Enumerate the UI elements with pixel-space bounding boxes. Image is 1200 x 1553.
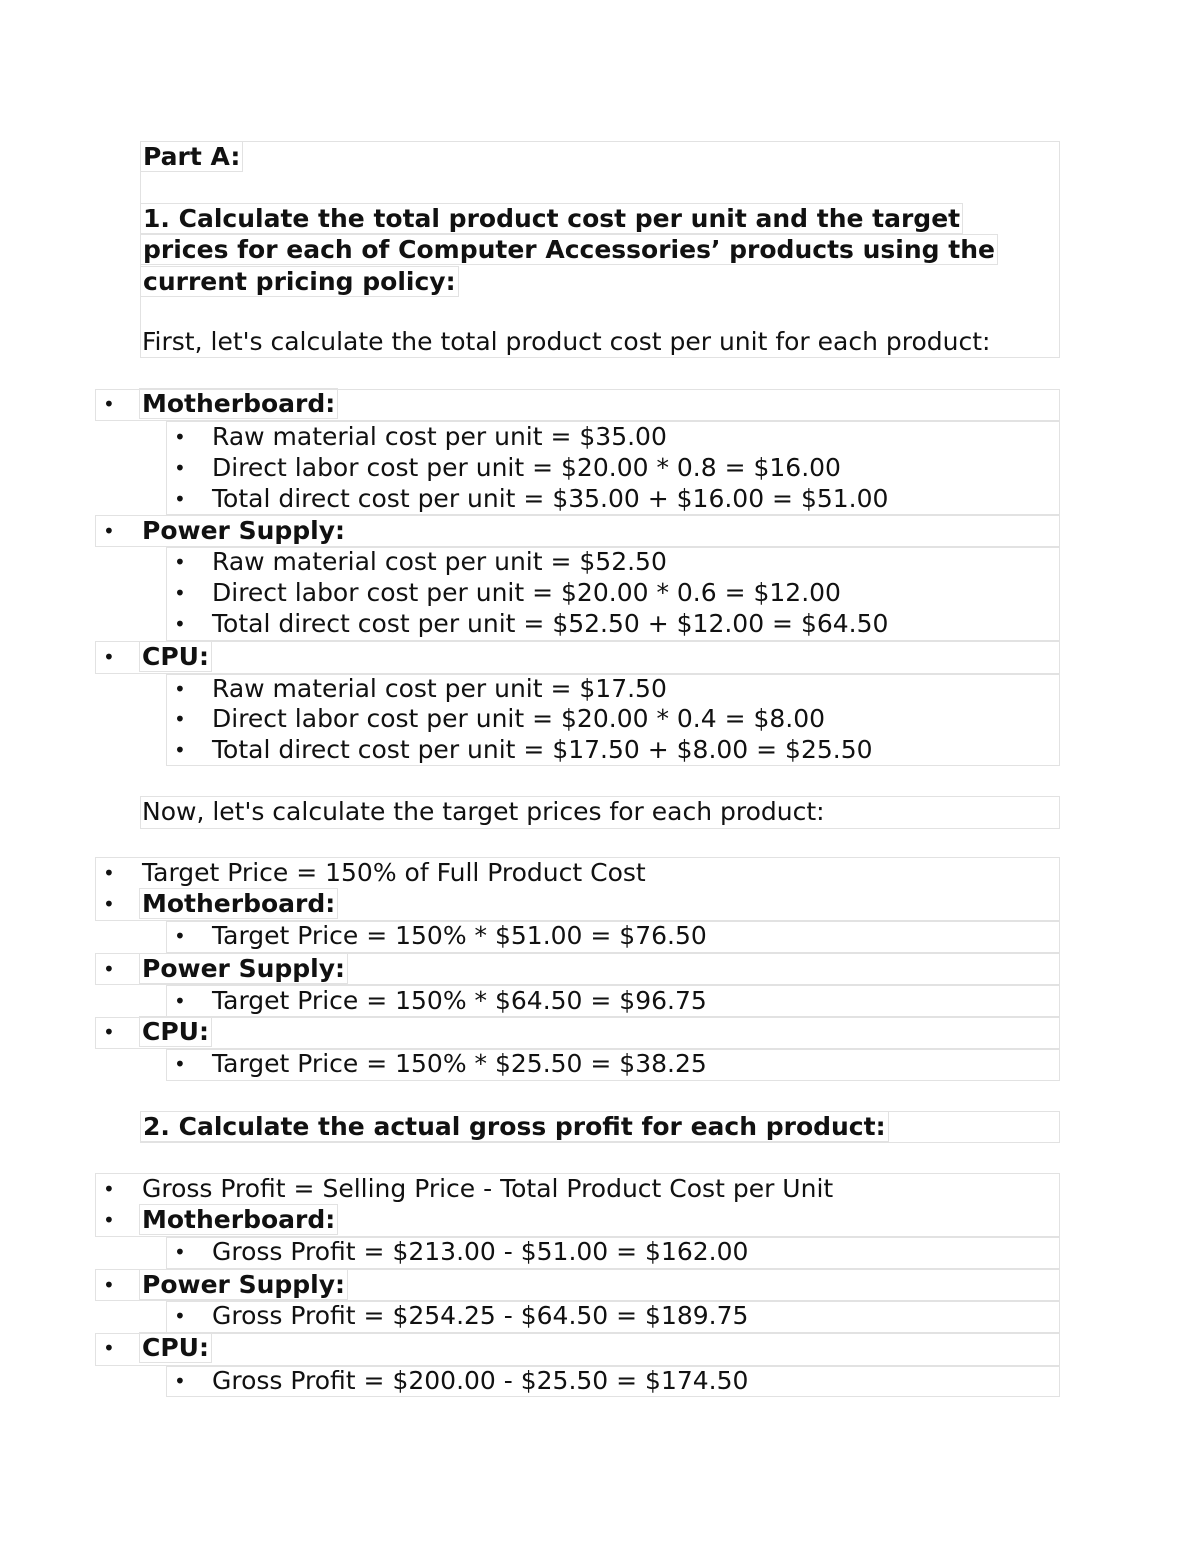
cost-cpu-label: CPU: (142, 642, 212, 672)
question-2: 2. Calculate the actual gross profit for each product: (143, 1112, 889, 1142)
target-cpu-label: CPU: (142, 1017, 212, 1047)
bullet-icon: • (174, 1304, 186, 1328)
bullet-icon: • (174, 612, 186, 636)
gross-cpu-label: CPU: (142, 1333, 212, 1363)
target-cpu-row (95, 1017, 1060, 1049)
bullet-icon: • (103, 1020, 115, 1044)
target-cpu: Target Price = 150% * $25.50 = $38.25 (212, 1049, 707, 1078)
bullet-icon: • (103, 861, 115, 885)
bullet-icon: • (174, 677, 186, 701)
gross-power-supply-label: Power Supply: (142, 1270, 348, 1300)
bullet-icon: • (174, 456, 186, 480)
cost-cpu-row (95, 641, 1060, 674)
bullet-icon: • (174, 1240, 186, 1264)
target-formula: Target Price = 150% of Full Product Cost (142, 858, 646, 887)
bullet-icon: • (103, 645, 115, 669)
cost-cpu-raw: Raw material cost per unit = $17.50 (212, 674, 667, 703)
cost-motherboard-label: Motherboard: (142, 389, 338, 419)
bullet-icon: • (103, 392, 115, 416)
bullet-icon: • (103, 1177, 115, 1201)
gross-cpu: Gross Profit = $200.00 - $25.50 = $174.50 (212, 1366, 749, 1395)
bullet-icon: • (174, 1052, 186, 1076)
gross-motherboard: Gross Profit = $213.00 - $51.00 = $162.00 (212, 1237, 749, 1266)
bullet-icon: • (103, 1273, 115, 1297)
cost-power-supply-total: Total direct cost per unit = $52.50 + $12.00 = $64.50 (212, 609, 889, 638)
question-1-line-2: prices for each of Computer Accessories’ products using the (143, 235, 998, 265)
intro-target-text: Now, let's calculate the target prices for each product: (142, 797, 825, 826)
gross-power-supply: Gross Profit = $254.25 - $64.50 = $189.75 (212, 1301, 749, 1330)
question-1-line-3: current pricing policy: (143, 267, 459, 297)
bullet-icon: • (174, 487, 186, 511)
cost-cpu-total: Total direct cost per unit = $17.50 + $8.00 = $25.50 (212, 735, 873, 764)
bullet-icon: • (174, 924, 186, 948)
target-motherboard: Target Price = 150% * $51.00 = $76.50 (212, 921, 707, 950)
bullet-icon: • (103, 519, 115, 543)
target-power-supply: Target Price = 150% * $64.50 = $96.75 (212, 986, 707, 1015)
question-1-line-1: 1. Calculate the total product cost per unit and the target (143, 204, 963, 234)
cost-motherboard-total: Total direct cost per unit = $35.00 + $16.00 = $51.00 (212, 484, 889, 513)
part-a-title: Part A: (143, 142, 243, 172)
cost-cpu-labor: Direct labor cost per unit = $20.00 * 0.4 = $8.00 (212, 704, 826, 733)
gross-formula: Gross Profit = Selling Price - Total Product Cost per Unit (142, 1174, 834, 1203)
gross-cpu-row (95, 1333, 1060, 1366)
bullet-icon: • (174, 1369, 186, 1393)
cost-power-supply-label: Power Supply: (142, 516, 346, 545)
bullet-icon: • (103, 1208, 115, 1232)
bullet-icon: • (174, 581, 186, 605)
intro-cost-text: First, let's calculate the total product cost per unit for each product: (142, 327, 991, 356)
bullet-icon: • (103, 892, 115, 916)
bullet-icon: • (174, 550, 186, 574)
gross-motherboard-label: Motherboard: (142, 1205, 338, 1235)
cost-motherboard-raw: Raw material cost per unit = $35.00 (212, 422, 667, 451)
bullet-icon: • (103, 957, 115, 981)
target-power-supply-label: Power Supply: (142, 954, 348, 984)
cost-power-supply-raw: Raw material cost per unit = $52.50 (212, 547, 667, 576)
bullet-icon: • (103, 1336, 115, 1360)
bullet-icon: • (174, 738, 186, 762)
target-motherboard-label: Motherboard: (142, 889, 338, 919)
bullet-icon: • (174, 425, 186, 449)
bullet-icon: • (174, 707, 186, 731)
cost-power-supply-labor: Direct labor cost per unit = $20.00 * 0.6 = $12.00 (212, 578, 841, 607)
bullet-icon: • (174, 989, 186, 1013)
cost-motherboard-labor: Direct labor cost per unit = $20.00 * 0.8 = $16.00 (212, 453, 841, 482)
